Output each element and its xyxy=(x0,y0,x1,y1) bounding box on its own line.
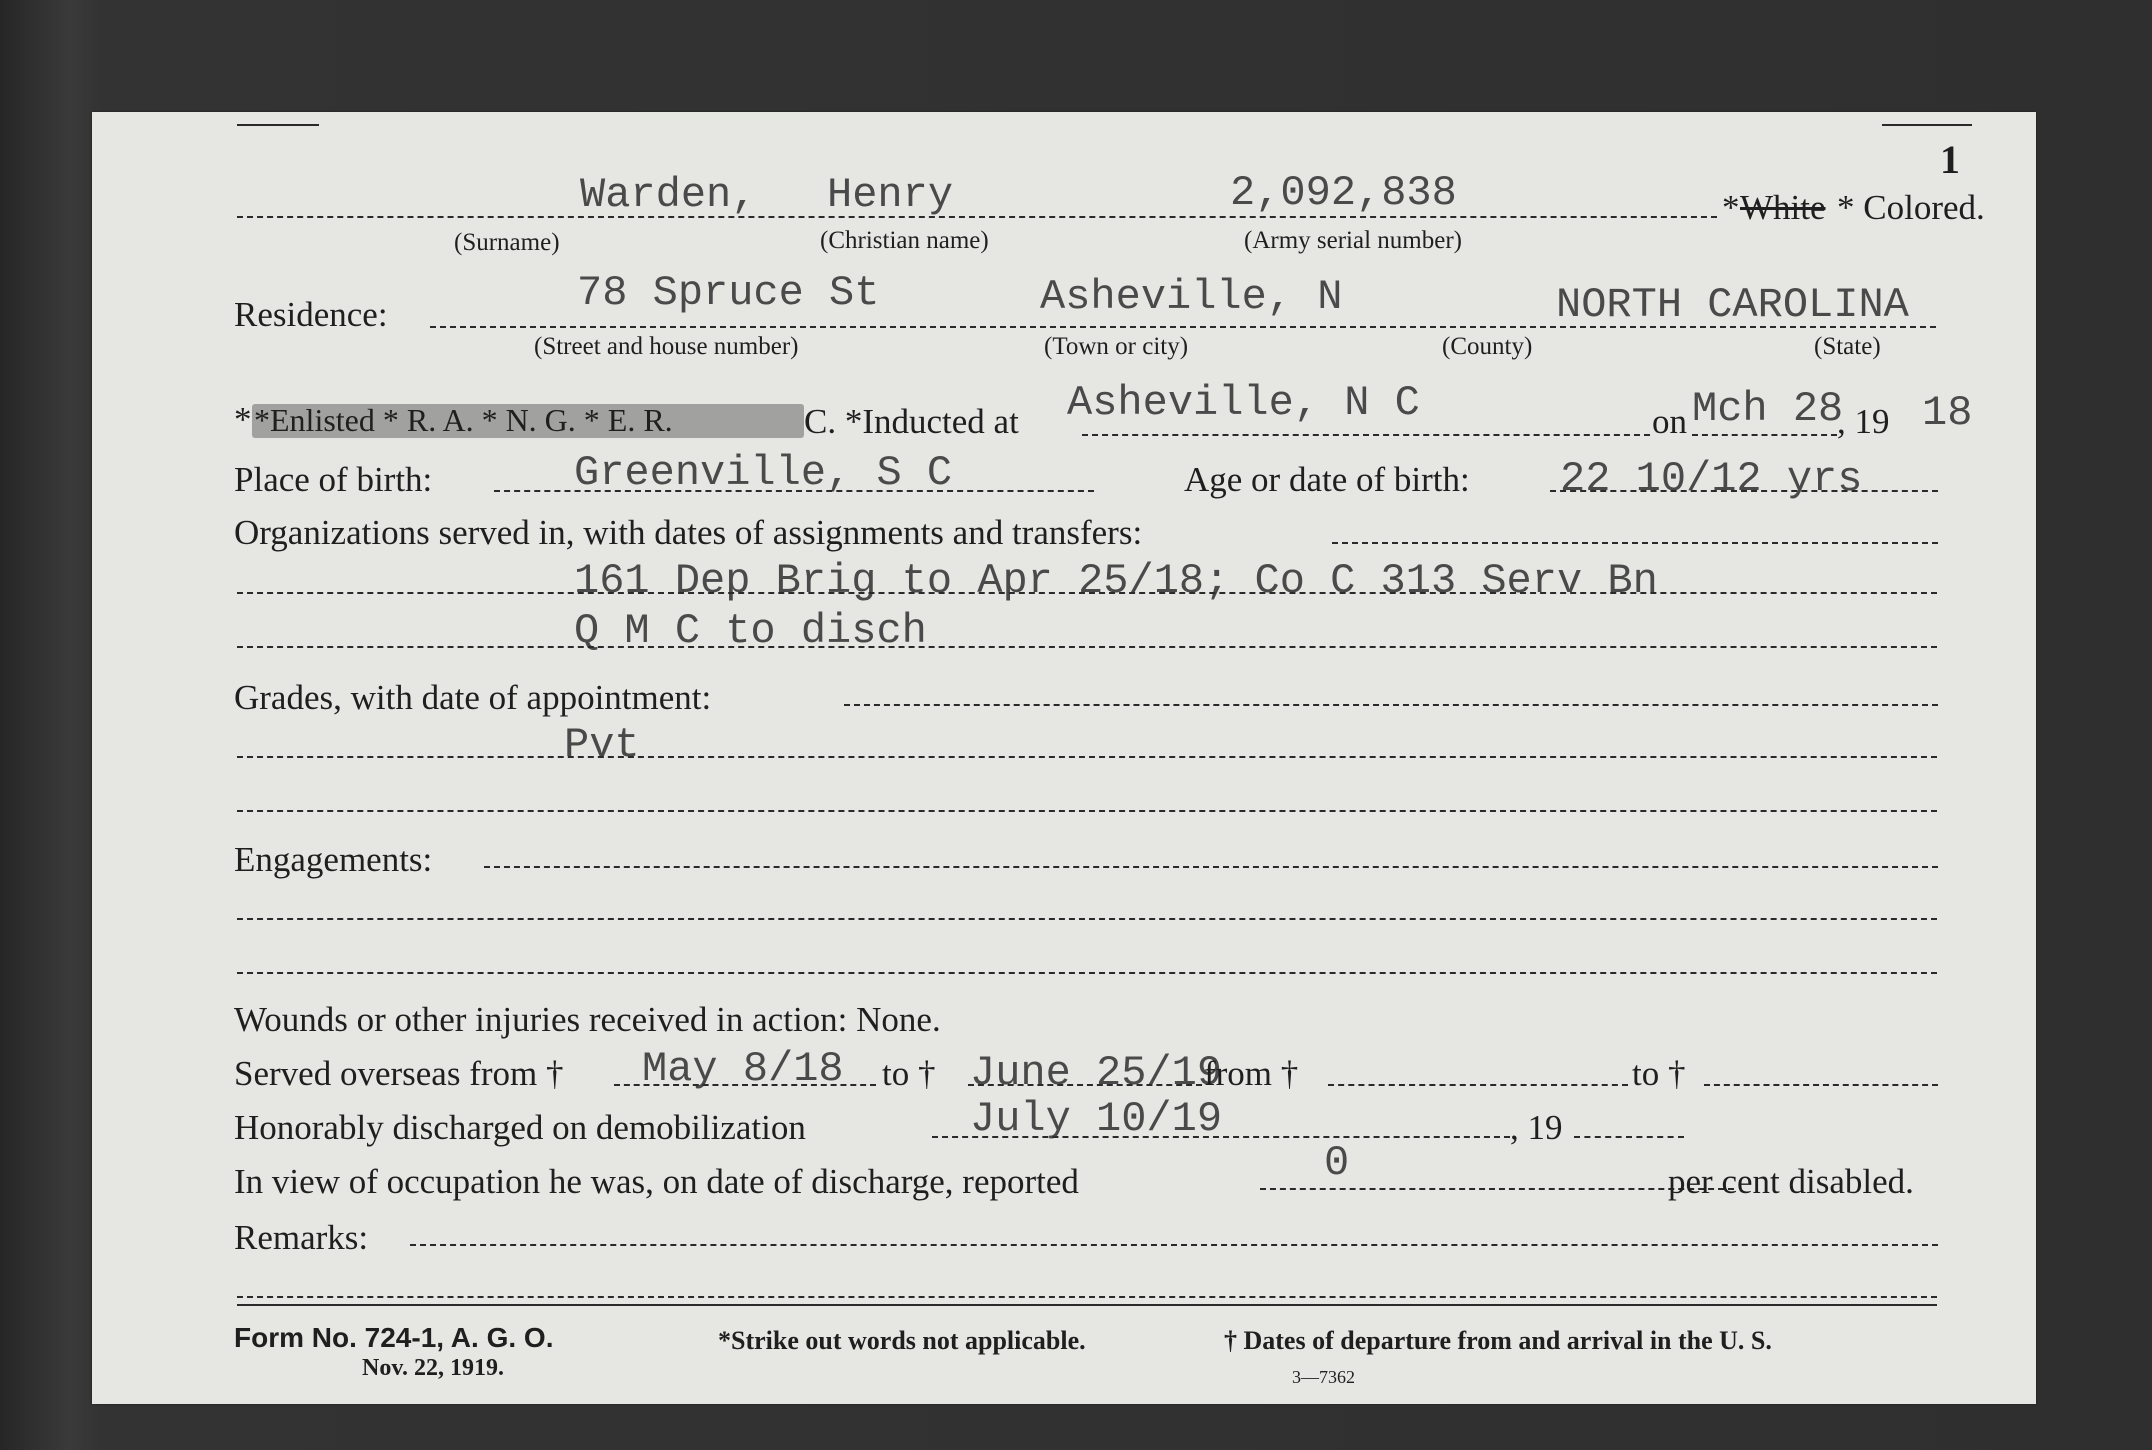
race-option-colored: * Colored. xyxy=(1837,188,1985,227)
name-line xyxy=(237,216,1717,218)
residence-line xyxy=(430,326,1936,328)
corner-mark-left xyxy=(237,124,319,126)
caption-town: (Town or city) xyxy=(1044,333,1189,360)
remarks-rule xyxy=(237,1304,1937,1306)
footnote-strike: *Strike out words not applicable. xyxy=(718,1326,1086,1355)
inducted-label: C. *Inducted at xyxy=(804,402,1019,441)
organizations-line-1 xyxy=(237,592,1937,594)
disability-line xyxy=(1260,1188,1734,1190)
caption-street: (Street and house number) xyxy=(534,333,799,360)
grades-label: Grades, with date of appointment: xyxy=(234,678,712,717)
age-label: Age or date of birth: xyxy=(1184,460,1470,499)
place-of-birth-value: Greenville, S C xyxy=(574,449,953,497)
christian-name-value: Henry xyxy=(827,171,954,219)
wounds-label: Wounds or other injuries received in action: None. xyxy=(234,1000,941,1039)
footnote-dates: † Dates of departure from and arrival in the U. S. xyxy=(1224,1326,1772,1355)
race-option-white: White xyxy=(1740,188,1826,227)
remarks-line-0 xyxy=(410,1244,1938,1246)
inducted-on-label: on xyxy=(1652,402,1687,441)
caption-state: (State) xyxy=(1814,333,1881,360)
age-value: 22 10/12 yrs xyxy=(1560,455,1863,503)
card-number: 1 xyxy=(1940,137,1960,182)
residence-label: Residence: xyxy=(234,295,388,334)
overseas-to-label: to † xyxy=(882,1054,936,1093)
print-code: 3—7362 xyxy=(1292,1367,1355,1387)
residence-state: NORTH CAROLINA xyxy=(1556,281,1909,329)
engagements-label: Engagements: xyxy=(234,840,433,879)
army-serial-value: 2,092,838 xyxy=(1230,169,1457,217)
organizations-line-2 xyxy=(237,646,1937,648)
inducted-year: 18 xyxy=(1922,389,1973,437)
form-date: Nov. 22, 1919. xyxy=(362,1355,505,1381)
corner-mark-right xyxy=(1882,124,1972,126)
remarks-line-1 xyxy=(237,1296,1937,1298)
organizations-value-1: 161 Dep Brig to Apr 25/18; Co C 313 Serv Bn xyxy=(574,557,1658,605)
overseas-from-1: May 8/18 xyxy=(642,1045,844,1093)
residence-street: 78 Spruce St xyxy=(577,269,880,317)
caption-serial: (Army serial number) xyxy=(1244,227,1462,254)
place-of-birth-line xyxy=(494,490,1094,492)
residence-town: Asheville, N xyxy=(1040,273,1343,321)
age-line xyxy=(1550,490,1938,492)
grades-line-0 xyxy=(844,704,1938,706)
caption-christian: (Christian name) xyxy=(820,227,989,254)
disability-suffix: per cent disabled. xyxy=(1668,1162,1914,1201)
inducted-place: Asheville, N C xyxy=(1067,379,1420,427)
place-of-birth-label: Place of birth: xyxy=(234,460,433,499)
discharge-line xyxy=(932,1136,1510,1138)
engagements-line-0 xyxy=(484,866,1938,868)
discharge-label: Honorably discharged on demobilization xyxy=(234,1108,806,1147)
overseas-from-label-2: from † xyxy=(1204,1054,1299,1093)
overseas-label: Served overseas from † xyxy=(234,1054,564,1093)
organizations-value-2: Q M C to disch xyxy=(574,607,927,655)
engagements-line-1 xyxy=(237,918,1937,920)
inducted-date-line xyxy=(1692,434,1837,436)
enlisted-options: *Enlisted * R. A. * N. G. * E. R. xyxy=(254,402,673,438)
service-record-card xyxy=(92,112,2036,1404)
discharge-year-suffix: , 19 xyxy=(1510,1108,1563,1147)
organizations-label: Organizations served in, with dates of assignments and transfers: xyxy=(234,513,1143,552)
overseas-to-1: June 25/19 xyxy=(970,1049,1223,1097)
form-number: Form No. 724-1, A. G. O. xyxy=(234,1322,554,1353)
surname-value: Warden, xyxy=(580,171,757,219)
disability-label: In view of occupation he was, on date of discharge, reported xyxy=(234,1162,1079,1201)
overseas-from-2-line xyxy=(1328,1084,1628,1086)
remarks-label: Remarks: xyxy=(234,1218,369,1257)
inducted-line xyxy=(1082,434,1650,436)
discharge-date: July 10/19 xyxy=(970,1095,1223,1143)
grades-value: Pvt xyxy=(564,721,640,769)
overseas-to-2-line xyxy=(1704,1084,1938,1086)
overseas-from-1-line xyxy=(614,1084,876,1086)
caption-county: (County) xyxy=(1442,333,1533,360)
engagements-line-2 xyxy=(237,972,1937,974)
race-star: * xyxy=(1722,188,1740,227)
grades-line-1 xyxy=(237,756,1937,758)
discharge-year-line xyxy=(1574,1136,1684,1138)
overseas-to-label-2: to † xyxy=(1632,1054,1686,1093)
grades-line-2 xyxy=(237,810,1937,812)
caption-surname: (Surname) xyxy=(454,229,560,256)
induction-star: * xyxy=(234,400,252,439)
overseas-to-1-line xyxy=(968,1084,1202,1086)
inducted-date: Mch 28 xyxy=(1692,385,1844,433)
organizations-line-0 xyxy=(1332,542,1938,544)
disability-value: 0 xyxy=(1324,1139,1350,1187)
inducted-year-prefix: , 19 xyxy=(1837,402,1890,441)
